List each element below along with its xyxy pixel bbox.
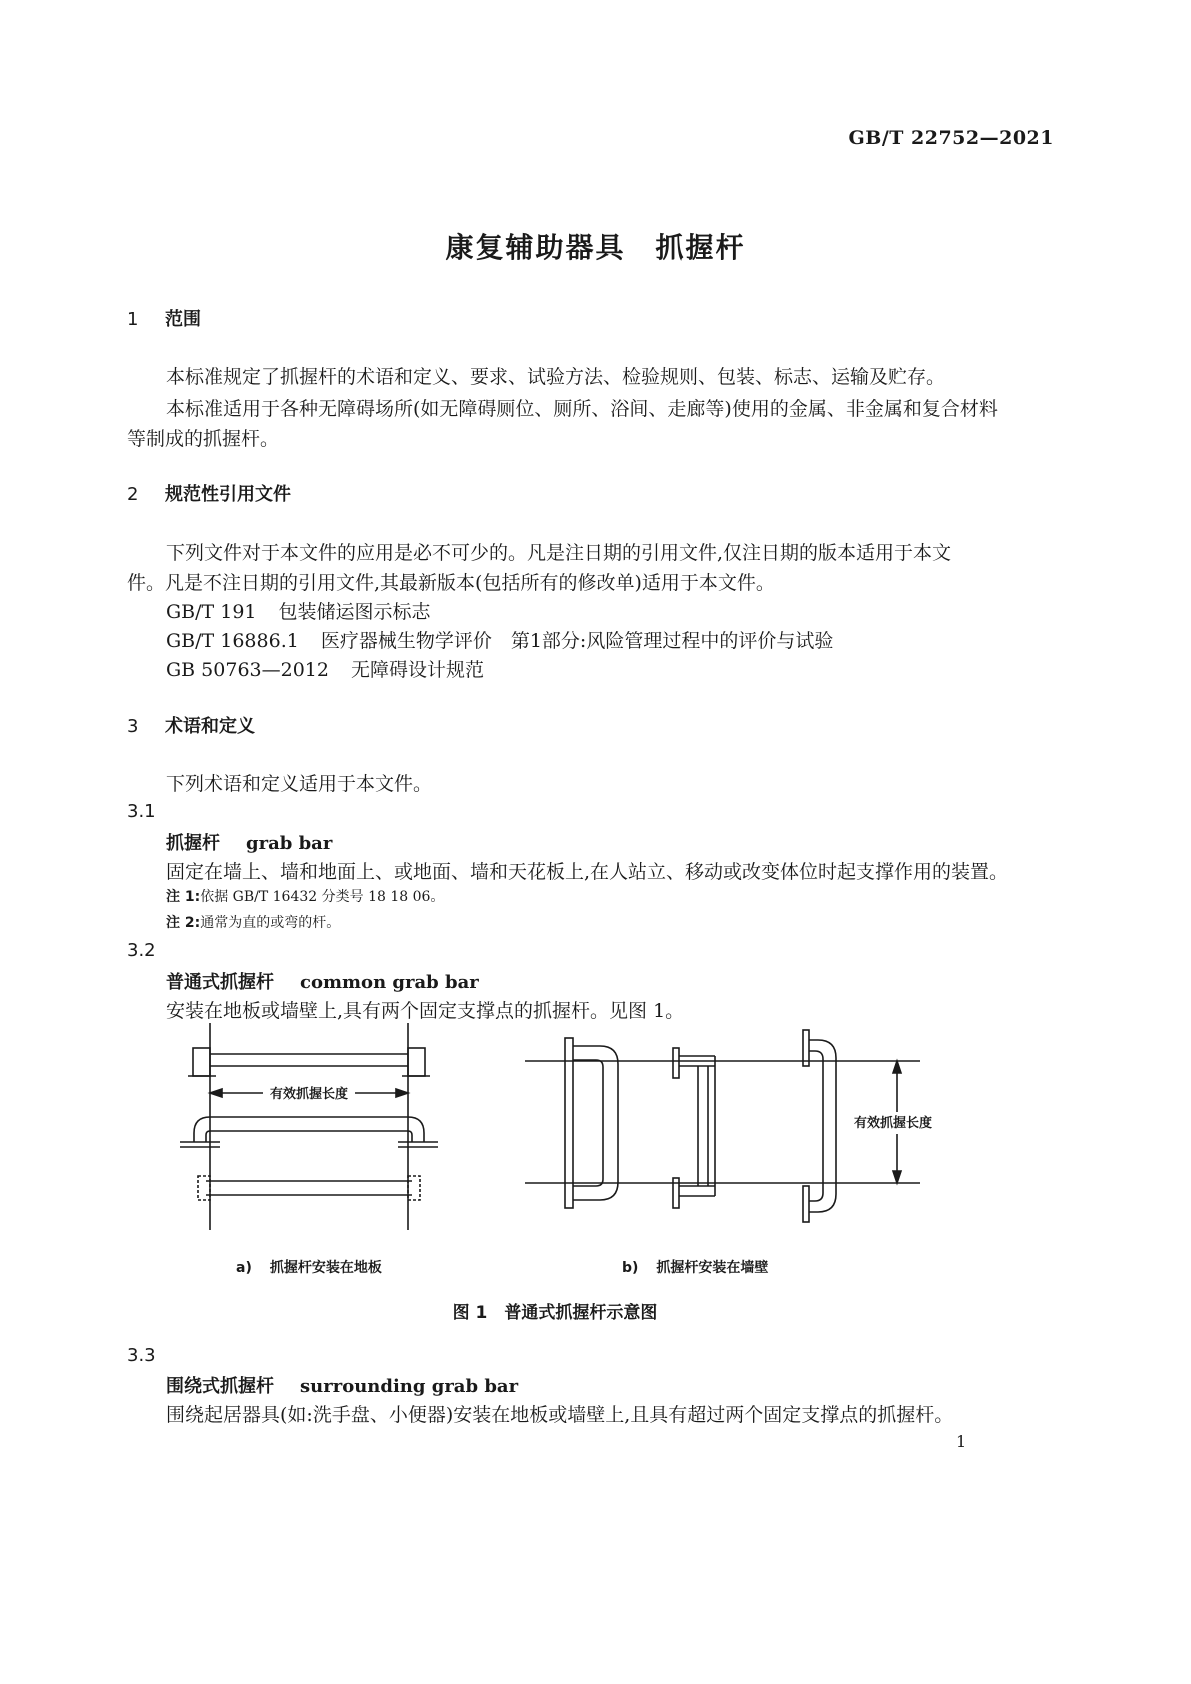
- reference-item: [166, 626, 833, 653]
- note-2: [166, 912, 340, 932]
- reference-item: [166, 597, 431, 624]
- term-zh: 普通式抓握杆: [166, 972, 274, 993]
- section-number: 2: [127, 484, 139, 505]
- figure-1-drawing: [160, 1018, 980, 1240]
- subfigure-tag: a): [236, 1260, 252, 1276]
- paragraph: 下列文件对于本文件的应用是必不可少的。凡是注日期的引用文件,仅注日期的版本适用于本文: [166, 542, 952, 564]
- paragraph: 件。凡是不注日期的引用文件,其最新版本(包括所有的修改单)适用于本文件。: [127, 572, 775, 594]
- dimension-label-b: 有效抓握长度: [853, 1116, 933, 1131]
- subfigure-text: 抓握杆安装在地板: [269, 1260, 382, 1276]
- section-title: 术语和定义: [165, 716, 255, 737]
- term-definition: 围绕起居器具(如:洗手盘、小便器)安装在地板或墙壁上,且具有超过两个固定支撑点的抓握杆。: [166, 1404, 954, 1426]
- clause-number: 3.2: [127, 940, 156, 961]
- clause-number: 3.1: [127, 801, 156, 822]
- reference-code: GB/T 16886.1: [166, 630, 299, 652]
- reference-title: 医疗器械生物学评价 第1部分:风险管理过程中的评价与试验: [320, 630, 834, 652]
- section-1-heading: [127, 305, 201, 331]
- term-en: surrounding grab bar: [300, 1376, 519, 1397]
- term-heading: [166, 1372, 518, 1398]
- term-en: grab bar: [246, 833, 333, 854]
- note-text: 通常为直的或弯的杆。: [200, 915, 341, 931]
- term-zh: 抓握杆: [166, 833, 220, 854]
- term-heading: [166, 829, 332, 855]
- section-title: 规范性引用文件: [165, 484, 291, 505]
- section-number: 3: [127, 716, 139, 737]
- dimension-label-a: 有效抓握长度: [269, 1087, 349, 1102]
- subfigure-text: 抓握杆安装在墙壁: [656, 1260, 769, 1276]
- section-number: 1: [127, 309, 139, 330]
- note-text: 依据 GB/T 16432 分类号 18 18 06。: [200, 889, 445, 905]
- section-title: 范围: [165, 309, 201, 330]
- note-label: 注 1:: [166, 889, 201, 905]
- paragraph: 本标准适用于各种无障碍场所(如无障碍厕位、厕所、浴间、走廊等)使用的金属、非金属和复合材料: [166, 398, 998, 420]
- note-label: 注 2:: [166, 915, 201, 931]
- reference-item: [166, 655, 484, 682]
- subfigure-b-caption: [622, 1257, 768, 1277]
- figure-a-floor-mounted: [180, 1023, 438, 1230]
- reference-code: GB 50763—2012: [166, 659, 329, 681]
- standard-number: GB/T 22752—2021: [848, 127, 1054, 149]
- section-3-heading: [127, 712, 255, 738]
- paragraph: 下列术语和定义适用于本文件。: [166, 773, 433, 795]
- term-definition: 安装在地板或墙壁上,具有两个固定支撑点的抓握杆。见图 1。: [166, 1000, 685, 1022]
- subfigure-a-caption: [236, 1257, 382, 1277]
- term-heading: [166, 968, 479, 994]
- figure-caption: 图 1 普通式抓握杆示意图: [452, 1303, 658, 1323]
- paragraph: 本标准规定了抓握杆的术语和定义、要求、试验方法、检验规则、包装、标志、运输及贮存。: [166, 366, 946, 388]
- section-2-heading: [127, 480, 291, 506]
- reference-title: 包装储运图示标志: [278, 601, 431, 623]
- note-1: [166, 886, 444, 906]
- subfigure-tag: b): [622, 1260, 639, 1276]
- document-title: 康复辅助器具 抓握杆: [445, 231, 746, 264]
- clause-number: 3.3: [127, 1345, 156, 1366]
- reference-title: 无障碍设计规范: [350, 659, 484, 681]
- term-definition: 固定在墙上、墙和地面上、或地面、墙和天花板上,在人站立、移动或改变体位时起支撑作用的装置。: [166, 861, 1009, 883]
- paragraph: 等制成的抓握杆。: [127, 428, 280, 450]
- term-zh: 围绕式抓握杆: [166, 1376, 274, 1397]
- page-number: 1: [956, 1432, 967, 1451]
- reference-code: GB/T 191: [166, 601, 257, 623]
- term-en: common grab bar: [300, 972, 479, 993]
